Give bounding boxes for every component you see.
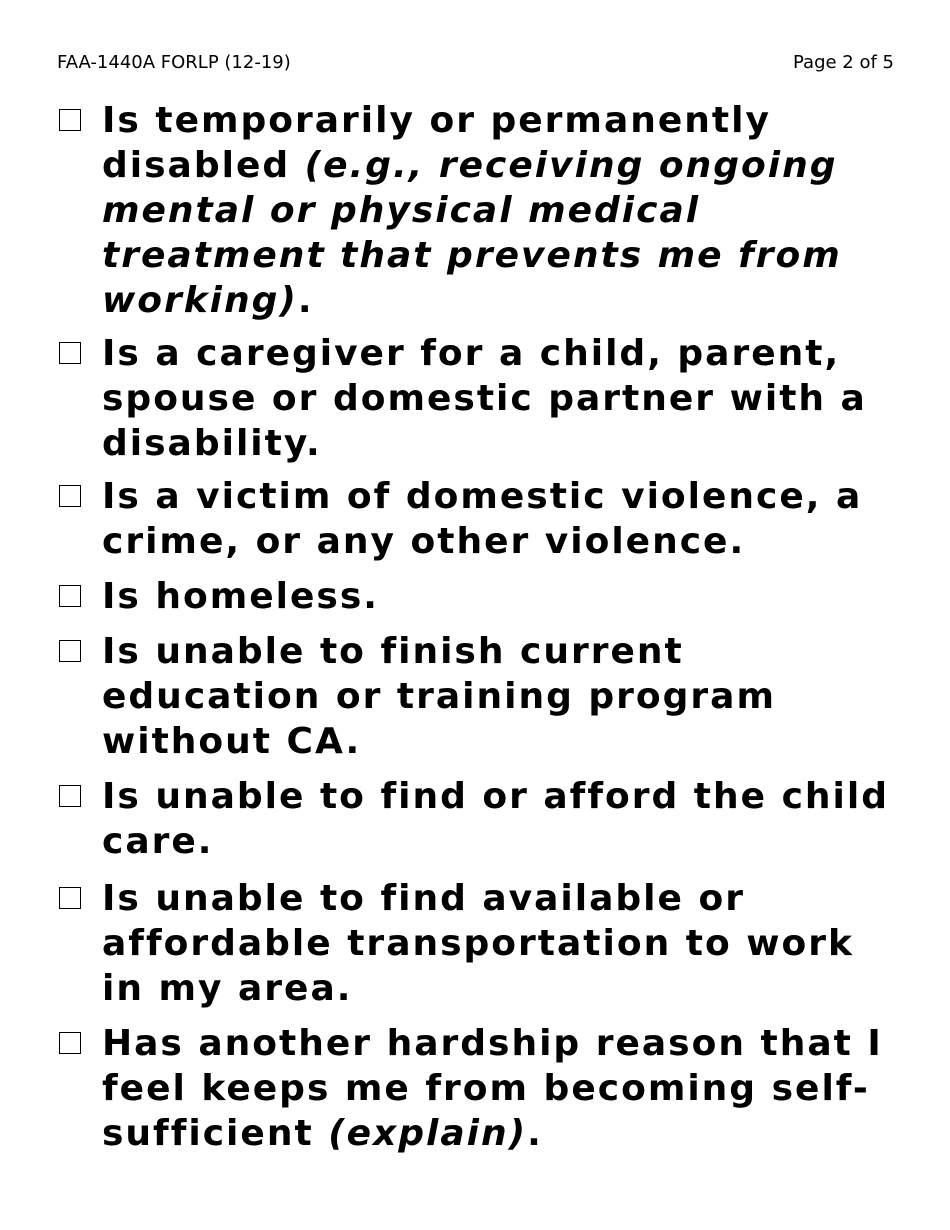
item-text: Is unable to finish current education or training program without CA. (102, 631, 776, 762)
item-text: Is unable to find or afford the child care. (102, 776, 890, 862)
checkbox-education[interactable] (59, 640, 81, 662)
item-text: Is temporarily or permanently disabled (102, 100, 771, 186)
item-text: Has another hardship reason that I feel keeps me from becoming self-sufficient (102, 1023, 883, 1154)
checklist-item-other-hardship (57, 1021, 910, 1156)
hardship-checklist (57, 98, 910, 1156)
checklist-item-homeless (57, 574, 910, 619)
form-id: FAA-1440A FORLP (12-19) (57, 52, 291, 73)
checkbox-other-hardship[interactable] (59, 1032, 81, 1054)
checklist-item-child-care (57, 774, 910, 864)
checkbox-victim[interactable] (59, 485, 81, 507)
item-italic-note: (explain) (328, 1113, 528, 1154)
checklist-item-education (57, 629, 910, 764)
checklist-item-victim (57, 474, 910, 564)
checklist-item-disabled (57, 98, 910, 323)
item-text: Is a victim of domestic violence, a crime, or any other violence. (102, 476, 863, 562)
item-text: Is unable to find available or affordable transportation to work in my area. (102, 878, 854, 1009)
checkbox-transportation[interactable] (59, 887, 81, 909)
item-italic-note: (e.g., receiving ongoing mental or physical medical treatment that prevents me from working) (102, 145, 842, 321)
item-text: Is homeless. (102, 576, 379, 617)
checklist-item-caregiver (57, 331, 910, 466)
checklist-item-transportation (57, 876, 910, 1011)
checkbox-child-care[interactable] (59, 785, 81, 807)
checkbox-homeless[interactable] (59, 585, 81, 607)
checkbox-caregiver[interactable] (59, 342, 81, 364)
page-number: Page 2 of 5 (793, 52, 894, 73)
item-text: Is a caregiver for a child, parent, spouse or domestic partner with a disability. (102, 333, 867, 464)
item-suffix: . (297, 280, 314, 321)
checkbox-disabled[interactable] (59, 109, 81, 131)
item-suffix: . (527, 1113, 543, 1154)
page-header (57, 52, 894, 76)
